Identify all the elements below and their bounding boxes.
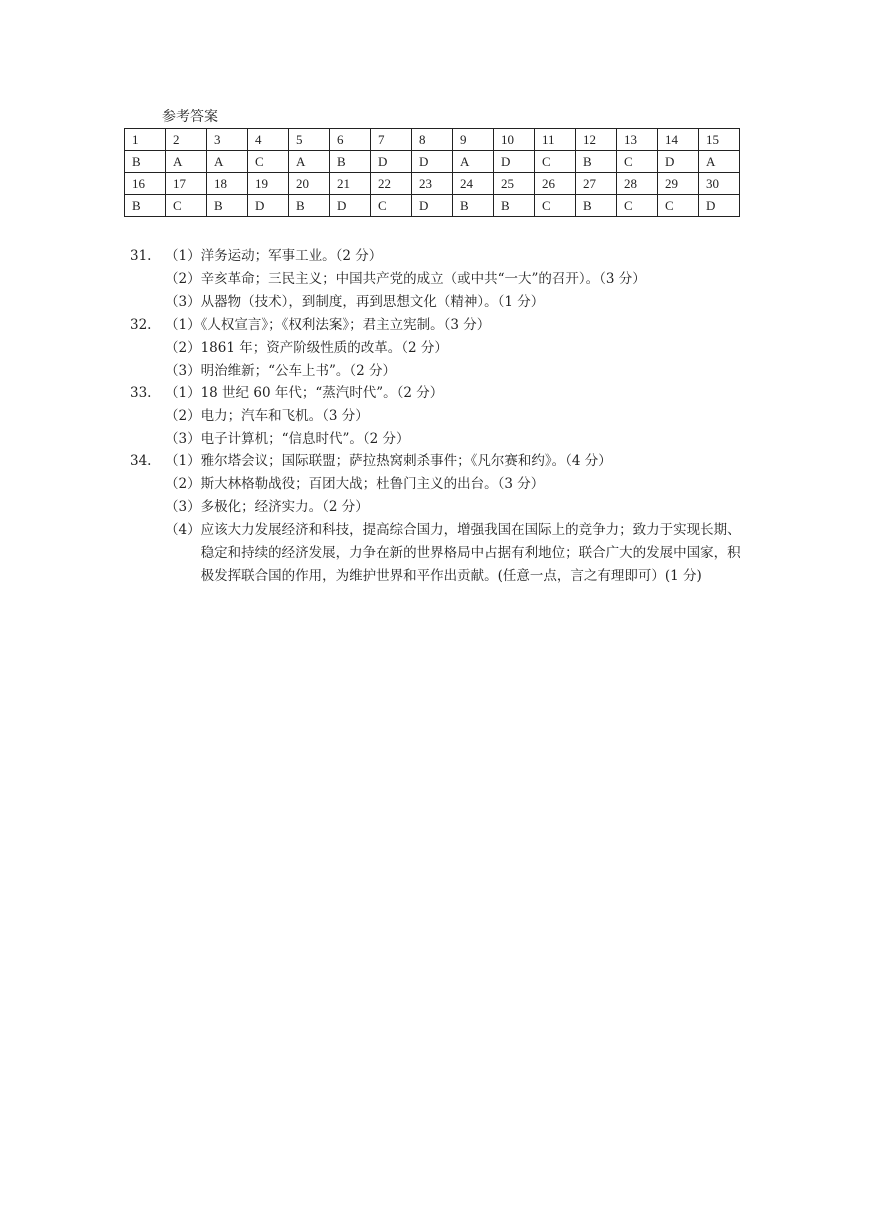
table-cell: 9 [453,129,494,151]
question-number: 34. [130,453,152,469]
answer-row [125,195,740,217]
table-cell: A [166,151,207,173]
answer-line: （2）电力；汽车和飞机。（3 分） [165,408,369,424]
answer-line: （2）1861 年；资产阶级性质的改革。（2 分） [165,340,448,356]
table-cell: 11 [535,129,576,151]
table-cell: 8 [412,129,453,151]
answer-line: （2）辛亥革命；三民主义；中国共产党的成立（或中共“一大”的召开）。（3 分） [165,271,646,287]
table-cell: C [248,151,289,173]
table-cell: 23 [412,173,453,195]
table-cell: 25 [494,173,535,195]
table-cell: 29 [658,173,699,195]
question-32 [130,314,490,383]
table-cell: 13 [617,129,658,151]
table-cell: B [494,195,535,217]
table-cell: C [617,151,658,173]
table-cell: 4 [248,129,289,151]
table-cell: B [207,195,248,217]
table-cell: B [289,195,330,217]
answer-line: （3）明治维新；“公车上书”。（2 分） [165,363,397,379]
table-cell: D [371,151,412,173]
answer-line: （1）《人权宣言》；《权利法案》；君主立宪制。（3 分） [165,317,491,333]
table-cell: C [617,195,658,217]
table-cell: 1 [125,129,166,151]
item-text: 应该大力发展经济和科技，提高综合国力，增强我国在国际上的竞争力；致力于实现长期、稳定和持续的经济发展，力争在新的世界格局中占据有利地位；联合广大的发展中国家，积极发挥联合国的作用，为维护世界和平作出贡献。(任意一点，言之有理即可）(1 分) [200,522,741,584]
table-cell: A [453,151,494,173]
answer-key-title: 参考答案 [162,109,218,125]
table-cell: 24 [453,173,494,195]
table-cell: 22 [371,173,412,195]
question-number: 33. [130,385,152,401]
table-cell: 14 [658,129,699,151]
question-number: 31. [130,248,152,264]
table-cell: A [289,151,330,173]
table-cell: C [535,195,576,217]
table-cell: B [125,151,166,173]
table-cell: C [535,151,576,173]
table-cell: 16 [125,173,166,195]
table-cell: D [330,195,371,217]
table-cell: 30 [699,173,740,195]
answer-line: （3）从器物（技术），到制度，再到思想文化（精神）。（1 分） [165,294,545,310]
table-cell: 10 [494,129,535,151]
table-cell: 17 [166,173,207,195]
table-cell: 6 [330,129,371,151]
answer-line: （1）雅尔塔会议；国际联盟；萨拉热窝刺杀事件；《凡尔赛和约》。（4 分） [165,453,612,469]
table-cell: 20 [289,173,330,195]
table-cell: C [658,195,699,217]
table-cell: A [207,151,248,173]
table-cell: C [371,195,412,217]
table-cell: 19 [248,173,289,195]
table-cell: B [576,195,617,217]
answer-paragraph [130,519,743,588]
table-cell: D [658,151,699,173]
table-cell: 26 [535,173,576,195]
table-cell: D [412,195,453,217]
table-cell: D [412,151,453,173]
table-cell: 12 [576,129,617,151]
table-cell: 5 [289,129,330,151]
table-cell: B [125,195,166,217]
table-cell: 28 [617,173,658,195]
table-cell: B [576,151,617,173]
question-34 [130,450,743,588]
table-cell: B [330,151,371,173]
answer-line: （3）多极化；经济实力。（2 分） [165,499,369,515]
table-cell: D [494,151,535,173]
answer-row [125,151,740,173]
answer-line: （1）洋务运动；军事工业。（2 分） [165,248,383,264]
table-cell: B [453,195,494,217]
answer-table [124,128,740,217]
answer-line: （3）电子计算机；“信息时代”。（2 分） [165,431,410,447]
table-cell: C [166,195,207,217]
table-cell: D [699,195,740,217]
table-cell: A [699,151,740,173]
question-number-row [125,129,740,151]
answer-line: （2）斯大林格勒战役；百团大战；杜鲁门主义的出台。（3 分） [165,476,545,492]
question-number: 32. [130,317,152,333]
question-number-row [125,173,740,195]
table-cell: D [248,195,289,217]
question-31 [130,245,646,314]
table-cell: 15 [699,129,740,151]
table-cell: 7 [371,129,412,151]
table-cell: 18 [207,173,248,195]
table-cell: 27 [576,173,617,195]
table-cell: 21 [330,173,371,195]
question-33 [130,382,443,451]
answer-line: （1）18 世纪 60 年代；“蒸汽时代”。（2 分） [165,385,444,401]
item-label: （4） [165,522,201,538]
table-cell: 2 [166,129,207,151]
table-cell: 3 [207,129,248,151]
